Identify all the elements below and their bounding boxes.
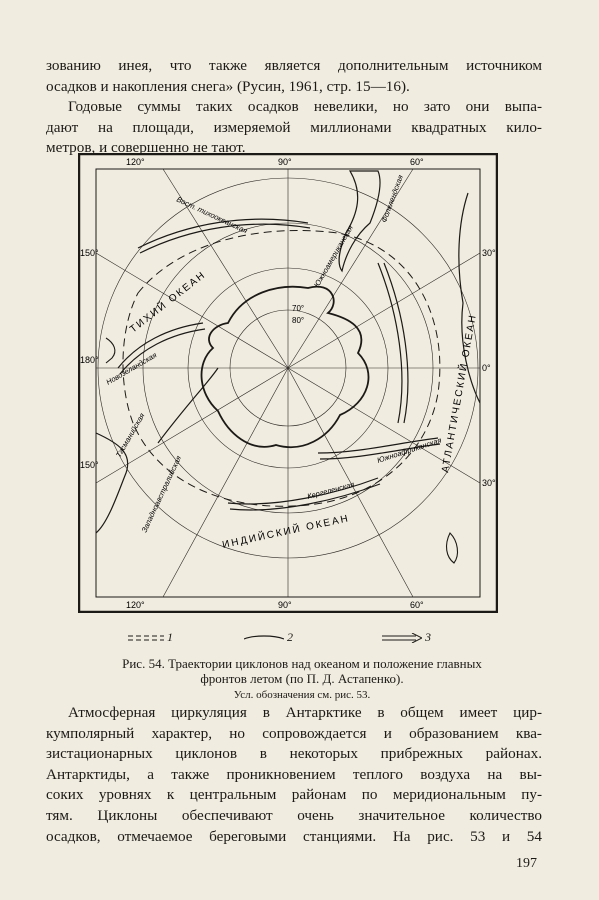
latitude-label: 70°: [292, 304, 305, 313]
figure-caption-line-1: Рис. 54. Траектории циклонов над океаном и положение главных: [122, 656, 482, 671]
legend-item-1: [128, 630, 173, 645]
legend-symbol-solid-line-icon: [244, 633, 284, 643]
meridian-label: 90°: [278, 157, 292, 167]
track-label: Новозеландская: [104, 350, 159, 387]
meridian-label: 180°: [80, 355, 99, 365]
meridian-line: [288, 253, 480, 368]
paragraph-3: [46, 703, 542, 847]
paragraph-1-line: осадков и накопления снега» (Русин, 1961, стр. 15—16).: [46, 77, 410, 95]
map-legend: [0, 630, 599, 648]
legend-label: 2: [287, 630, 293, 644]
meridian-label: 120°: [126, 157, 145, 167]
legend-symbol-double-arrow-icon: [382, 633, 422, 643]
meridian-label: 30°: [482, 478, 496, 488]
track-line: [230, 484, 380, 510]
cyclone-track-map: [78, 153, 498, 613]
ocean-label-indian: ИНДИЙСКИЙ ОКЕАН: [221, 513, 351, 551]
paragraph-1-line: зованию инея, что также является дополнительным источником: [46, 57, 542, 74]
meridian-label: 30°: [482, 248, 496, 258]
meridian-label: 150°: [80, 460, 99, 470]
figure-caption-note: Усл. обозначения см. рис. 53.: [233, 689, 371, 701]
track-label: Южноамериканская: [311, 223, 355, 289]
legend-label: 3: [425, 630, 431, 644]
track-line: [140, 224, 310, 253]
figure-54-map: [78, 153, 498, 613]
ocean-label-pacific: ТИХИЙ ОКЕАН: [128, 269, 209, 336]
antarctica-outline: [202, 287, 369, 448]
meridian-line: [96, 253, 288, 368]
paragraph-3-line: тям. Циклоны обеспечивают очень значительное количество: [46, 806, 542, 824]
meridian-line: [96, 368, 288, 483]
legend-item-2: [244, 630, 293, 645]
ocean-label-atlantic: АТЛАНТИЧЕСКИЙ ОКЕАН: [440, 312, 479, 474]
paragraph-1: [46, 56, 542, 97]
track-line: [384, 263, 408, 423]
track-label: Кергеленская: [306, 479, 356, 501]
legend-symbol-dashed-double-icon: [128, 633, 164, 643]
madagascar-outline: [447, 533, 458, 563]
south-america-outline: [339, 171, 380, 271]
paragraph-2-line: метров, и совершенно не тают.: [46, 139, 246, 156]
meridian-label: 90°: [278, 600, 292, 610]
paragraph-2-line: Годовые суммы таких осадков невелики, но зато они выпа-: [68, 98, 542, 115]
paragraph-3-line: Атмосферная циркуляция в Антарктике в общем имеет цир-: [68, 704, 542, 721]
meridian-label: 60°: [410, 157, 424, 167]
legend-label: 1: [167, 630, 173, 644]
paragraph-3-line: осадков, отмечаемое береговыми станциями. На рис. 53 и 54: [46, 827, 542, 845]
page-number: 197: [516, 856, 537, 871]
latitude-label: 80°: [292, 316, 305, 325]
legend-item-3: [382, 630, 431, 645]
track-label: Южноафриканская: [375, 435, 443, 465]
track-label: Фолклендская: [379, 173, 405, 224]
paragraph-3-line: кумполярный характер, но сопровождается и образованием ква-: [46, 724, 542, 742]
meridian-line: [163, 368, 288, 597]
paragraph-3-line: зистационарных циклонов в некоторых прибрежных районах.: [46, 745, 542, 763]
track-label: Западноавстралийская: [139, 454, 184, 534]
track-label: Тасманийская: [113, 411, 147, 459]
figure-caption-line-2: фронтов летом (по П. Д. Астапенко).: [200, 671, 404, 686]
paragraph-3-line: Антарктиды, а также проникновением теплого воздуха на вы-: [46, 765, 542, 783]
cyclone-tracks: [118, 219, 440, 510]
paragraph-3-line: соких уровнях к центральным районам по меридиональным пу-: [46, 786, 542, 804]
new-zealand-outline: [106, 338, 115, 363]
meridian-label: 0°: [482, 363, 491, 373]
track-line: [378, 263, 402, 423]
paragraph-2-line: дают на площади, измеряемой миллионами квадратных кило-: [46, 118, 542, 136]
meridian-label: 60°: [410, 600, 424, 610]
paragraph-2: [46, 97, 542, 159]
meridian-label: 150°: [80, 248, 99, 258]
track-line: [158, 368, 218, 443]
meridian-label: 120°: [126, 600, 145, 610]
track-line: [228, 478, 378, 504]
track-label: Вост. тихоокеанская: [175, 194, 249, 236]
